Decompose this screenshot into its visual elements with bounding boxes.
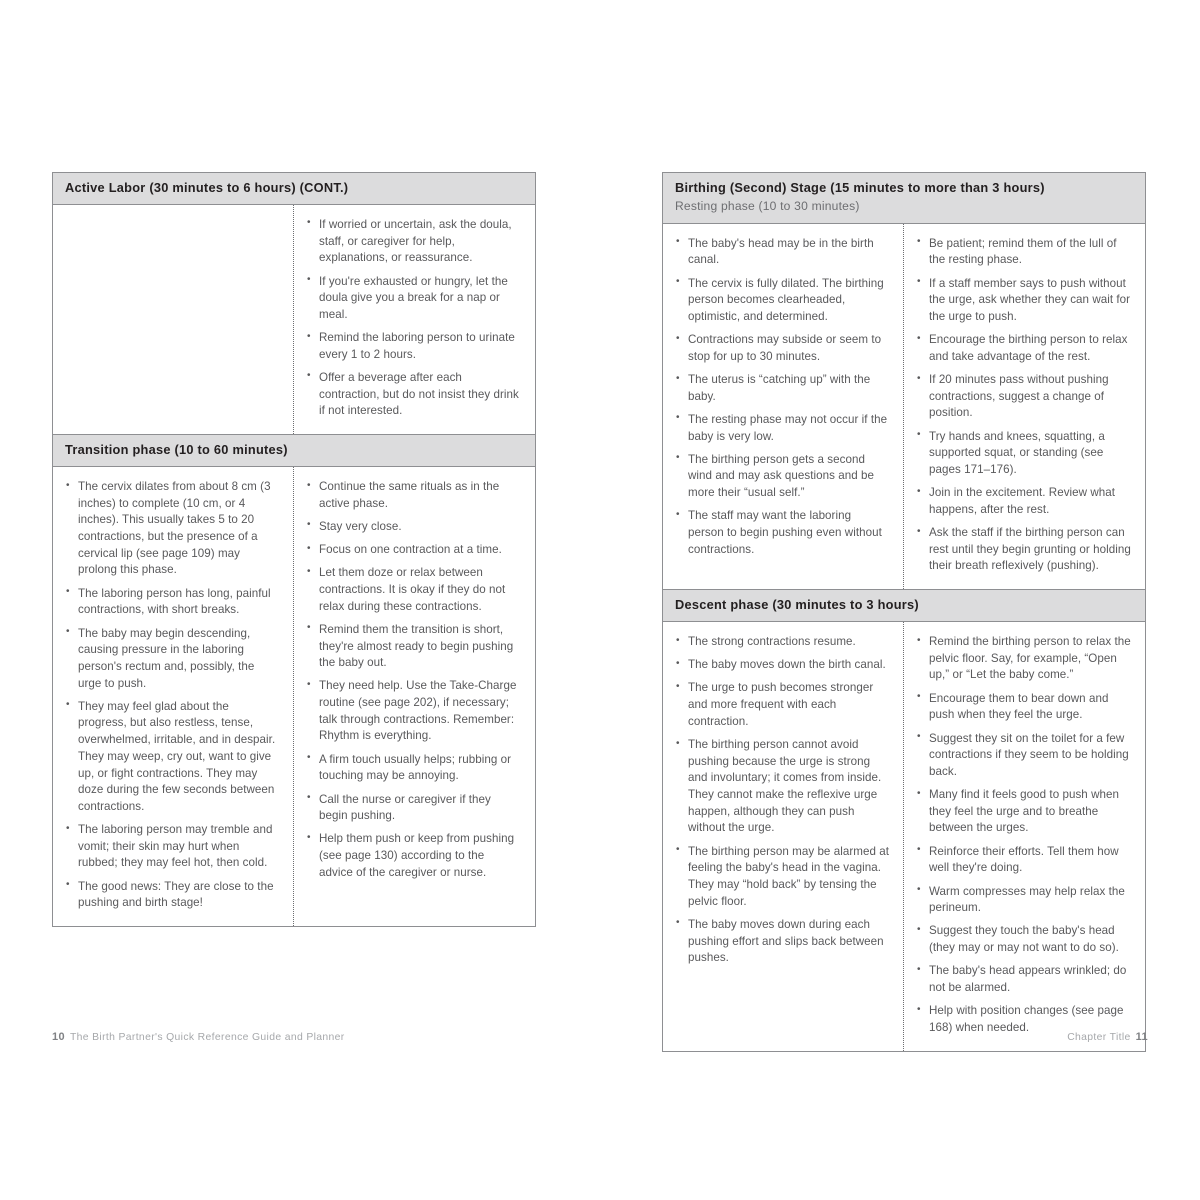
table-body: [53, 205, 535, 434]
list-item: • Call the nurse or caregiver if they begin pushing.: [306, 792, 521, 825]
list-item: • Continue the same rituals as in the active phase.: [306, 479, 521, 512]
list-item: • The uterus is “catching up” with the baby.: [675, 372, 889, 405]
column-signs-left: [53, 205, 294, 434]
column-comfort-right: [904, 224, 1145, 589]
list-item: • The baby's head may be in the birth canal.: [675, 236, 889, 269]
bullet-list-left: [65, 479, 279, 912]
table-header: [53, 173, 535, 205]
list-item: • The good news: They are close to the pushing and birth stage!: [65, 879, 279, 912]
list-item: • Encourage the birthing person to relax and take advantage of the rest.: [916, 332, 1131, 365]
table-header-title: Transition phase (10 to 60 minutes): [65, 442, 288, 458]
list-item: • Suggest they touch the baby's head (they may or may not want to do so).: [916, 923, 1131, 956]
list-item: • Be patient; remind them of the lull of the resting phase.: [916, 236, 1131, 269]
bullet-list-right: [306, 217, 521, 420]
list-item: • Many find it feels good to push when they feel the urge and to breathe between the urges.: [916, 787, 1131, 837]
list-item: • The cervix is fully dilated. The birthing person becomes clearheaded, optimistic, and determined.: [675, 276, 889, 326]
table-birthing-second-stage: [662, 172, 1146, 590]
list-item: • Encourage them to bear down and push when they feel the urge.: [916, 691, 1131, 724]
list-item: • Stay very close.: [306, 519, 521, 536]
list-item: • They need help. Use the Take-Charge routine (see page 202), if necessary; talk through contractions. Remember: Rhythm is everything.: [306, 678, 521, 745]
list-item: • The birthing person cannot avoid pushing because the urge is strong and involuntary; it comes from inside. They cannot make the reflexive urge happen, although they can push without the urge.: [675, 737, 889, 837]
column-signs-left: [663, 622, 904, 1050]
list-item: • If 20 minutes pass without pushing contractions, suggest a change of position.: [916, 372, 1131, 422]
table-header-title: Descent phase (30 minutes to 3 hours): [675, 597, 919, 613]
list-item: • Focus on one contraction at a time.: [306, 542, 521, 559]
list-item: • Warm compresses may help relax the perineum.: [916, 884, 1131, 917]
list-item: • Help them push or keep from pushing (see page 130) according to the advice of the caregiver or nurse.: [306, 831, 521, 881]
list-item: • Reinforce their efforts. Tell them how well they're doing.: [916, 844, 1131, 877]
footer-title-right: Chapter Title: [1067, 1032, 1131, 1043]
list-item: • The strong contractions resume.: [675, 634, 889, 651]
right-page: [662, 172, 1146, 1052]
table-header-title: Active Labor (30 minutes to 6 hours) (CONT.): [65, 180, 349, 195]
list-item: • Let them doze or relax between contractions. It is okay if they do not relax during these contractions.: [306, 565, 521, 615]
list-item: • If you're exhausted or hungry, let the doula give you a break for a nap or meal.: [306, 274, 521, 324]
list-item: • Remind them the transition is short, they're almost ready to begin pushing the baby out.: [306, 622, 521, 672]
table-body: [663, 622, 1145, 1050]
list-item: • The birthing person may be alarmed at feeling the baby's head in the vagina. They may “hold back” by tensing the pelvic floor.: [675, 844, 889, 911]
table-transition-phase: [52, 435, 536, 927]
list-item: • The resting phase may not occur if the baby is very low.: [675, 412, 889, 445]
list-item: • Offer a beverage after each contraction, but do not insist they drink if not interested.: [306, 370, 521, 420]
list-item: • A firm touch usually helps; rubbing or touching may be annoying.: [306, 752, 521, 785]
table-descent-phase: [662, 590, 1146, 1051]
bullet-list-right: [916, 634, 1131, 1036]
bullet-list-left: [675, 236, 889, 559]
column-comfort-right: [904, 622, 1145, 1050]
list-item: • The baby moves down the birth canal.: [675, 657, 889, 674]
column-signs-left: [53, 467, 294, 926]
list-item: • Try hands and knees, squatting, a supported squat, or standing (see pages 171–176).: [916, 429, 1131, 479]
left-page: [52, 172, 536, 927]
list-item: • Remind the laboring person to urinate every 1 to 2 hours.: [306, 330, 521, 363]
list-item: • The laboring person may tremble and vomit; their skin may hurt when rubbed; they may feel hot, then cold.: [65, 822, 279, 872]
list-item: • The laboring person has long, painful contractions, with short breaks.: [65, 586, 279, 619]
list-item: • The baby may begin descending, causing pressure in the laboring person's rectum and, possibly, the urge to push.: [65, 626, 279, 693]
table-body: [53, 467, 535, 926]
list-item: • Remind the birthing person to relax the pelvic floor. Say, for example, “Open up,” or “Let the baby come.”: [916, 634, 1131, 684]
footer-title-left: The Birth Partner's Quick Reference Guide and Planner: [69, 1032, 345, 1043]
list-item: • The staff may want the laboring person to begin pushing even without contractions.: [675, 508, 889, 558]
list-item: • Suggest they sit on the toilet for a few contractions if they seem to be holding back.: [916, 731, 1131, 781]
table-header-subtitle: Resting phase (10 to 30 minutes): [675, 198, 860, 213]
bullet-list-right: [306, 479, 521, 881]
footer-right: [1067, 1031, 1148, 1043]
column-signs-left: [663, 224, 904, 589]
bullet-list-right: [916, 236, 1131, 575]
list-item: • Ask the staff if the birthing person can rest until they begin grunting or holding their breath reflexively (pushing).: [916, 525, 1131, 575]
list-item: • Join in the excitement. Review what happens, after the rest.: [916, 485, 1131, 518]
list-item: • Help with position changes (see page 168) when needed.: [916, 1003, 1131, 1036]
list-item: • The birthing person gets a second wind and may ask questions and be more their “usual self.”: [675, 452, 889, 502]
list-item: • The urge to push becomes stronger and more frequent with each contraction.: [675, 680, 889, 730]
footer-left: [52, 1031, 345, 1043]
list-item: • The cervix dilates from about 8 cm (3 inches) to complete (10 cm, or 4 inches). This usually takes 5 to 20 contractions, but the presence of a cervical lip (see page 109) may prolong this phase.: [65, 479, 279, 579]
table-body: [663, 224, 1145, 589]
list-item: • If a staff member says to push without the urge, ask whether they can wait for the urge to push.: [916, 276, 1131, 326]
column-comfort-right: [294, 205, 535, 434]
list-item: • If worried or uncertain, ask the doula, staff, or caregiver for help, explanations, or reassurance.: [306, 217, 521, 267]
page-number-right: 11: [1135, 1031, 1148, 1043]
table-header-title: Birthing (Second) Stage (15 minutes to more than 3 hours): [675, 180, 1045, 195]
list-item: • The baby's head appears wrinkled; do not be alarmed.: [916, 963, 1131, 996]
page-number-left: 10: [52, 1031, 65, 1043]
table-active-labor-cont: [52, 172, 536, 435]
table-header: [53, 435, 535, 467]
list-item: • Contractions may subside or seem to stop for up to 30 minutes.: [675, 332, 889, 365]
list-item: • The baby moves down during each pushing effort and slips back between pushes.: [675, 917, 889, 967]
table-header: [663, 173, 1145, 224]
list-item: • They may feel glad about the progress, but also restless, tense, overwhelmed, irritable, and in despair. They may weep, cry out, want to give up, or fight contractions. They may doze during the few seconds between contractions.: [65, 699, 279, 816]
column-comfort-right: [294, 467, 535, 926]
bullet-list-left: [675, 634, 889, 967]
table-header: [663, 590, 1145, 622]
